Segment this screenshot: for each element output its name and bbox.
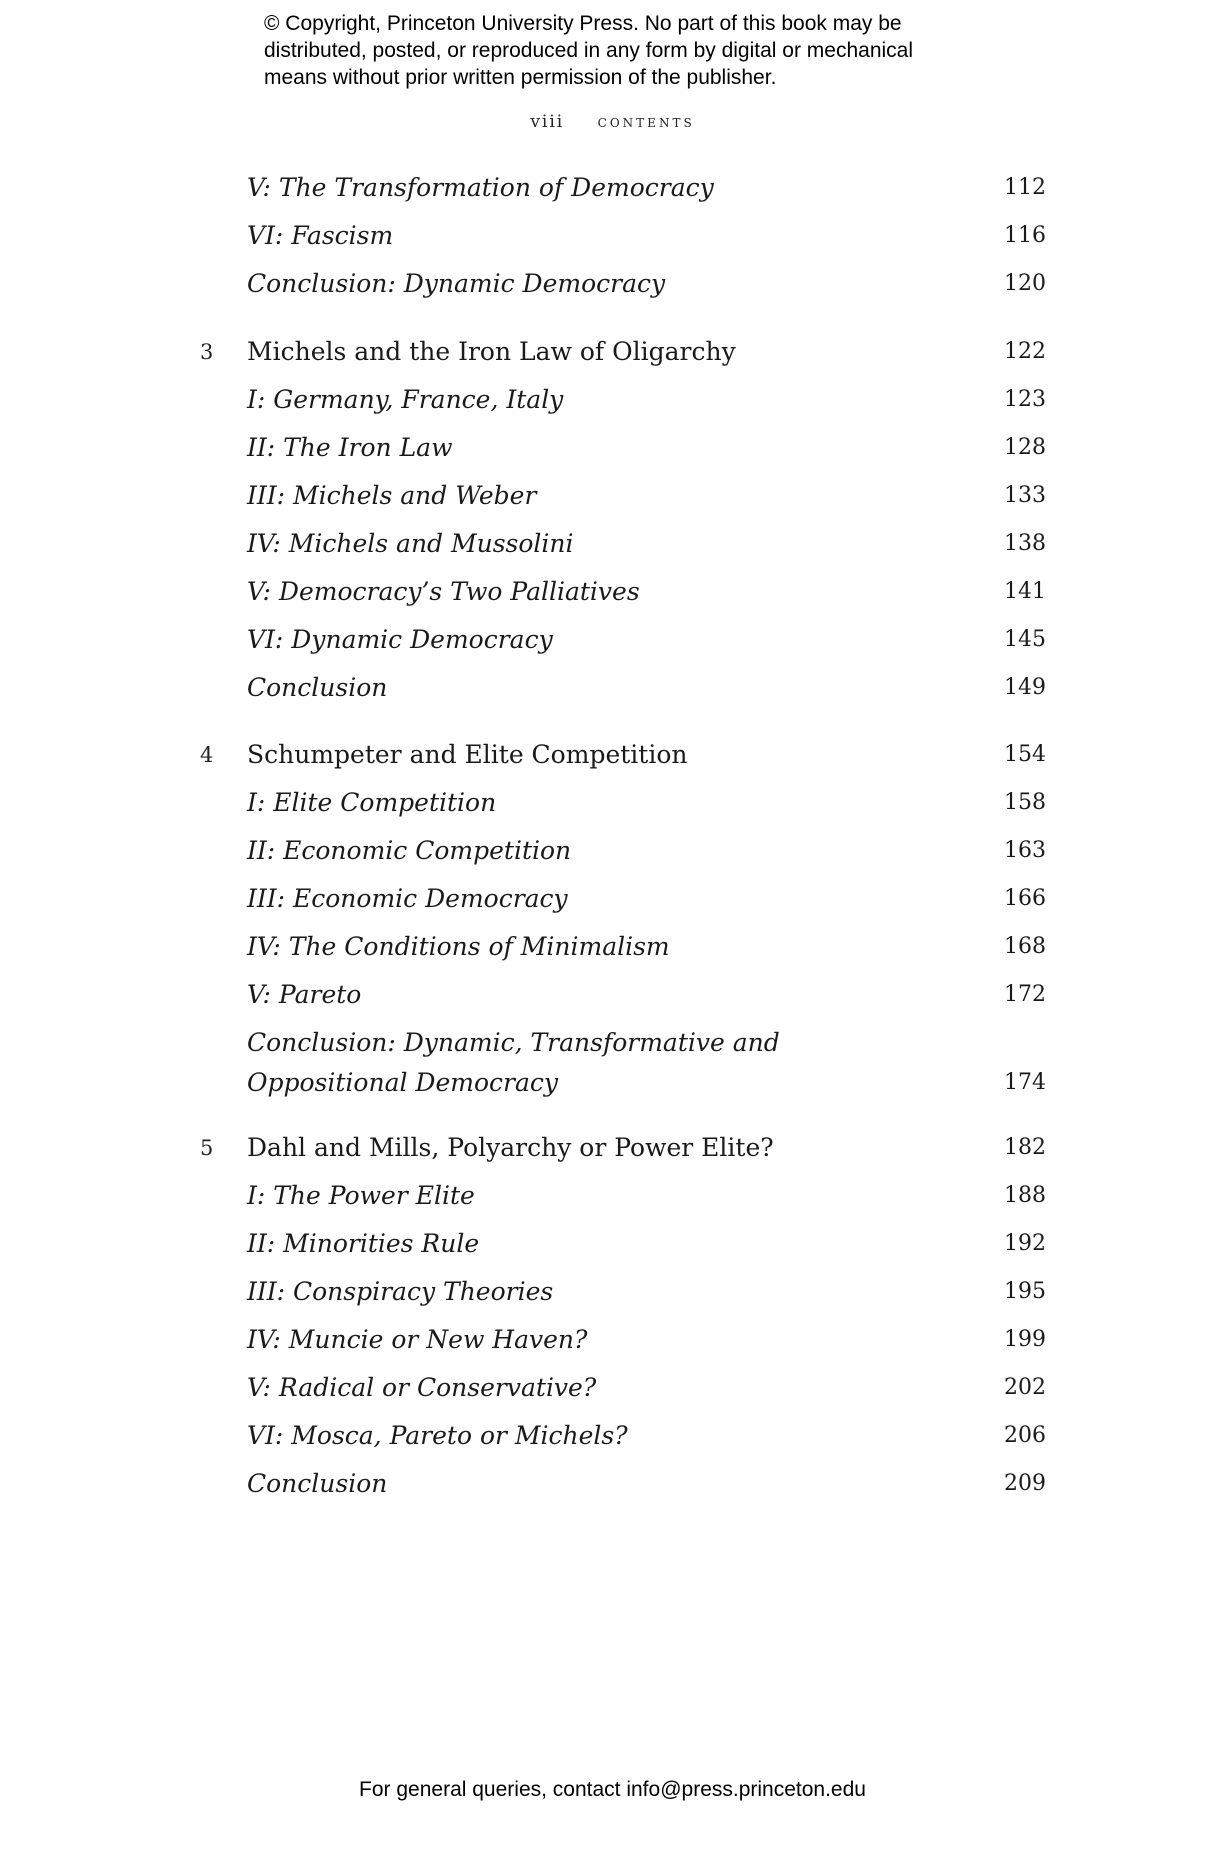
toc-entry-label: III: Conspiracy Theories — [247, 1277, 554, 1306]
toc-entry-label: V: Pareto — [247, 980, 362, 1009]
chapter-number: 3 — [200, 340, 214, 364]
copyright-line: © Copyright, Princeton University Press. No part of this book may be — [264, 12, 902, 35]
page-folio: viii — [530, 112, 565, 132]
toc-entry-label: V: The Transformation of Democracy — [247, 173, 714, 202]
copyright-line: distributed, posted, or reproduced in any form by digital or mechanical — [264, 39, 914, 62]
toc-entry-label: Conclusion — [247, 673, 388, 702]
toc-entry-page: 195 — [1004, 1279, 1046, 1304]
toc-entry-page: 174 — [1004, 1070, 1046, 1095]
toc-entry-page: 112 — [1004, 175, 1046, 200]
toc-entry-page: 133 — [1004, 483, 1046, 508]
toc-entry-page: 166 — [1004, 886, 1046, 911]
toc-entry-page: 116 — [1004, 223, 1046, 248]
footer-contact: For general queries, contact info@press.princeton.edu — [359, 1778, 866, 1801]
toc-entry-label: VI: Mosca, Pareto or Michels? — [247, 1421, 628, 1450]
toc-entry-page: 192 — [1004, 1231, 1046, 1256]
toc-entry-label: IV: Muncie or New Haven? — [247, 1325, 588, 1354]
toc-entry-page: 149 — [1004, 675, 1046, 700]
toc-entry-label: IV: The Conditions of Minimalism — [247, 932, 670, 961]
toc-entry-page: 209 — [1004, 1471, 1046, 1496]
toc-entry-label: I: Germany, France, Italy — [247, 385, 564, 414]
toc-entry-page: 199 — [1004, 1327, 1046, 1352]
toc-entry-label: Conclusion — [247, 1469, 388, 1498]
toc-entry-label: III: Michels and Weber — [247, 481, 537, 510]
toc-entry-label: I: Elite Competition — [247, 788, 497, 817]
copyright-line: means without prior written permission of the publisher. — [264, 66, 777, 89]
toc-entry-label: II: The Iron Law — [247, 433, 453, 462]
chapter-number: 4 — [200, 743, 214, 767]
toc-entry-page: 154 — [1004, 742, 1046, 767]
toc-entry-page: 128 — [1004, 435, 1046, 460]
toc-entry-label: II: Minorities Rule — [247, 1229, 480, 1258]
toc-entry-page: 206 — [1004, 1423, 1046, 1448]
toc-entry-label: III: Economic Democracy — [247, 884, 568, 913]
toc-entry-page: 123 — [1004, 387, 1046, 412]
chapter-number: 5 — [200, 1136, 214, 1160]
toc-entry-page: 172 — [1004, 982, 1046, 1007]
toc-entry-page: 145 — [1004, 627, 1046, 652]
toc-entry-label: Conclusion: Dynamic Democracy — [247, 269, 666, 298]
toc-entry-page: 138 — [1004, 531, 1046, 556]
toc-entry-page: 120 — [1004, 271, 1046, 296]
toc-entry-label: I: The Power Elite — [247, 1181, 475, 1210]
toc-entry-page: 168 — [1004, 934, 1046, 959]
toc-entry-page: 202 — [1004, 1375, 1046, 1400]
toc-entry-page: 122 — [1004, 339, 1046, 364]
toc-entry-page: 141 — [1004, 579, 1046, 604]
toc-chapter-title: Michels and the Iron Law of Oligarchy — [247, 337, 736, 366]
running-head-title: contents — [597, 112, 695, 132]
toc-entry-label: II: Economic Competition — [247, 836, 572, 865]
toc-entry-label: V: Democracy’s Two Palliatives — [247, 577, 640, 606]
toc-entry-page: 182 — [1004, 1135, 1046, 1160]
toc-chapter-title: Schumpeter and Elite Competition — [247, 740, 688, 769]
toc-entry-label: Conclusion: Dynamic, Transformative and Oppositional Democracy — [247, 1028, 780, 1097]
toc-entry-label: VI: Fascism — [247, 221, 394, 250]
toc-entry-page: 163 — [1004, 838, 1046, 863]
toc-chapter-title: Dahl and Mills, Polyarchy or Power Elite? — [247, 1133, 774, 1162]
toc-entry-label: VI: Dynamic Democracy — [247, 625, 553, 654]
toc-entry-label: IV: Michels and Mussolini — [247, 529, 574, 558]
toc-entry-page: 158 — [1004, 790, 1046, 815]
toc-entry-label: V: Radical or Conservative? — [247, 1373, 597, 1402]
toc-entry-page: 188 — [1004, 1183, 1046, 1208]
